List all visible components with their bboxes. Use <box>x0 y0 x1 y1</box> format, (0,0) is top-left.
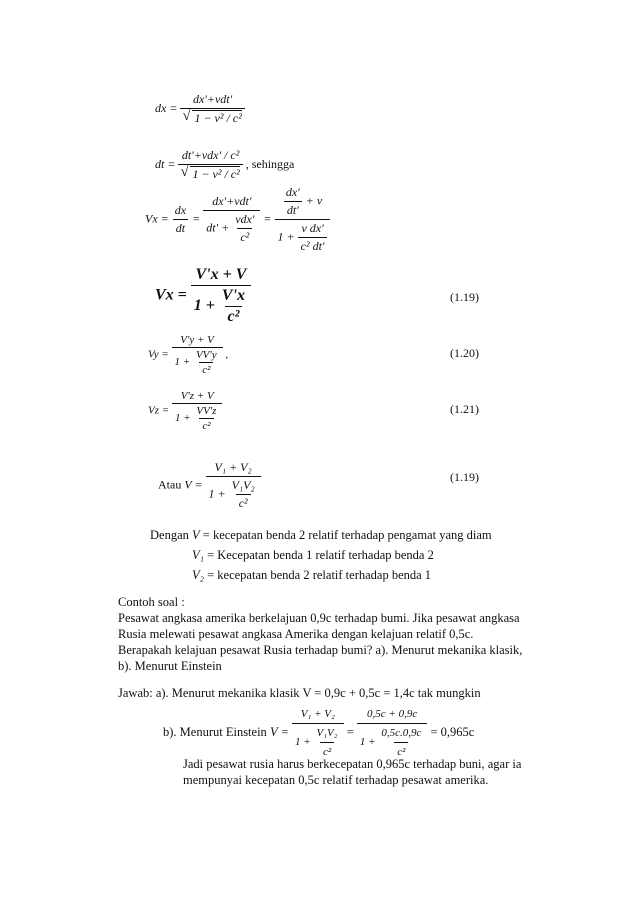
eq-vx-f1-den: dt <box>173 219 188 236</box>
answer-b-f2-den-b-den: c² <box>394 742 408 760</box>
eq-vx-f2-den <box>203 210 260 245</box>
eq-vx-f2-num: dx'+vdt' <box>212 194 252 208</box>
eq-119b-fraction <box>206 460 261 511</box>
answer-b-f2-den <box>357 723 427 760</box>
equation-number-1-21: (1.21) <box>450 402 479 416</box>
eq-120-fraction <box>172 334 223 376</box>
answer-b-f2-den-fraction <box>378 725 424 760</box>
eq-119a-lhs: Vx = <box>155 286 187 304</box>
eq-121-den-fraction <box>193 405 219 432</box>
eq-120-tail: , <box>225 348 229 361</box>
eq-120-den <box>172 347 223 376</box>
eq-vx-f3-den <box>275 219 331 254</box>
answer-b-equals: = <box>346 724 354 739</box>
answer-b-result: = 0,965c <box>430 724 475 739</box>
eq-vx-equals-1: = <box>192 211 201 226</box>
eq-dx-fraction <box>180 92 244 126</box>
eq-vx-f2-den-a: dt' + <box>206 220 230 235</box>
equation-1-19-vx <box>155 266 251 326</box>
eq-121-den-a: 1 + <box>174 412 191 425</box>
eq-120-den-a: 1 + <box>174 356 191 369</box>
eq-120-den-fraction <box>193 349 220 376</box>
eq-vx-f3-num-a-den: dt' <box>284 201 302 218</box>
eq-dx-numerator: dx'+vdt' <box>192 92 233 106</box>
eq-119a-fraction <box>191 266 251 326</box>
answer-b-f1-num: V₁ + V₂ <box>300 708 335 720</box>
definition-text-v1: = Kecepatan benda 1 relatif terhadap benda 2 <box>207 548 434 562</box>
equation-dt <box>155 148 294 182</box>
eq-119a-den <box>191 285 251 326</box>
eq-119b-num: V₁ + V₂ <box>214 460 252 474</box>
answer-b-f1-den-b-den: c² <box>320 742 334 760</box>
eq-121-lhs: Vz = <box>148 404 170 417</box>
eq-119a-num: V'x + V <box>195 266 247 283</box>
eq-120-num: V'y + V <box>180 334 214 346</box>
example-line-3: Berapakah kelajuan pesawat Rusia terhadap bumi? a). Menurut mekanika klasik, <box>118 643 523 657</box>
definition-text-v2: = kecepatan benda 2 relatif terhadap benda 1 <box>207 568 432 582</box>
answer-conclusion-line-2: mempunyai kecepatan 0,5c relatif terhadap pesawat amerika. <box>183 773 489 787</box>
equation-number-1-19-a: (1.19) <box>450 290 479 304</box>
example-block <box>118 594 522 674</box>
answer-b-f2-num: 0,5c + 0,9c <box>367 708 418 720</box>
eq-dt-denominator: √ 1 − v² / c² <box>190 166 239 182</box>
eq-vx-f3-den-a: 1 + <box>277 229 295 244</box>
eq-121-den-b-num: VV'z <box>196 405 217 417</box>
definitions-intro: Dengan <box>150 528 189 542</box>
example-line-2: Rusia melewati pesawat angkasa Amerika dengan kelajuan relatif 0,5c. <box>118 627 474 641</box>
example-line-1: Pesawat angkasa amerika berkelajuan 0,9c terhadap bumi. Jika pesawat angkasa <box>118 611 520 625</box>
definition-row-v2 <box>150 567 492 583</box>
eq-119b-den-b-num: V₁V₂ <box>231 478 255 492</box>
answer-b-label: b). Menurut Einstein <box>163 724 267 739</box>
equation-number-1-19-b: (1.19) <box>450 470 479 484</box>
eq-119a-den-fraction <box>219 287 248 326</box>
eq-vx-f2-den-b-den: c² <box>237 228 252 245</box>
eq-vx-fraction-3 <box>275 185 331 254</box>
answer-b-f1-den <box>292 723 344 760</box>
eq-119b-den <box>206 476 261 511</box>
equation-1-20-vy <box>148 334 228 376</box>
answer-b-f2-den-b-num: 0,5c.0,9c <box>381 727 422 739</box>
answer-b-f2-den-a: 1 + <box>359 736 376 749</box>
eq-vx-f3-num-b: + v <box>305 193 323 208</box>
eq-vx-lhs: Vx = <box>145 211 169 226</box>
eq-dt-lhs: dt = <box>155 156 176 171</box>
answer-einstein-line <box>163 706 474 760</box>
equation-vx-expansion <box>145 185 330 254</box>
eq-vx-fraction-2 <box>203 194 260 245</box>
definition-text-v: = kecepatan benda 2 relatif terhadap pengamat yang diam <box>202 528 492 542</box>
eq-119a-den-b-num: V'x <box>221 287 246 304</box>
answer-b-f1-den-a: 1 + <box>295 736 311 749</box>
eq-vx-f3-den-b-den: c² dt' <box>298 237 328 254</box>
answer-b-f1-den-fraction <box>313 725 340 760</box>
answer-conclusion-line-1: Jadi pesawat rusia harus berkecepatan 0,965c terhadap buni, agar ia <box>183 757 522 771</box>
definition-row-v1 <box>150 547 492 563</box>
equation-dx <box>155 92 245 126</box>
eq-vx-fraction-1 <box>172 203 189 236</box>
answer-line-a: Jawab: a). Menurut mekanika klasik V = 0,9c + 0,5c = 1,4c tak mungkin <box>118 686 481 700</box>
eq-121-fraction <box>172 390 223 432</box>
eq-119b-den-b-den: c² <box>236 494 251 511</box>
answer-b-f1-den-b-num: V₁V₂ <box>316 727 338 739</box>
eq-121-num: V'z + V <box>180 390 214 402</box>
eq-vx-equals-2: = <box>263 211 272 226</box>
equation-1-21-vz <box>148 390 222 432</box>
eq-dx-denominator: √ 1 − v² / c² <box>192 110 241 126</box>
eq-119a-den-b-den: c² <box>225 306 243 326</box>
eq-vx-f3-den-fraction <box>298 221 328 254</box>
example-line-4: b). Menurut Einstein <box>118 659 222 673</box>
eq-vx-f2-den-fraction <box>232 212 257 245</box>
eq-vx-f3-den-b-num: v dx' <box>301 221 324 235</box>
equation-number-1-20: (1.20) <box>450 346 479 360</box>
eq-vx-f3-num-a-num: dx' <box>285 185 300 199</box>
eq-vx-f3-num-fraction <box>283 185 303 218</box>
eq-dx-lhs: dx = <box>155 100 178 115</box>
eq-vx-f3-num <box>280 185 325 219</box>
eq-120-den-b-num: VV'y <box>195 349 217 361</box>
answer-b-fraction-1 <box>292 706 344 760</box>
eq-119a-den-a: 1 + <box>193 297 215 315</box>
eq-121-den <box>172 403 223 432</box>
eq-dt-fraction <box>178 148 242 182</box>
definition-symbol-v2: V₂ <box>192 568 204 582</box>
equation-1-19-atau <box>158 460 261 511</box>
answer-b-lhs: V = <box>269 724 289 739</box>
eq-119b-den-fraction <box>229 478 258 511</box>
eq-dt-numerator: dt'+vdx' / c² <box>181 148 240 162</box>
definitions-block <box>150 527 492 583</box>
definition-symbol-v1: V₁ <box>192 548 204 562</box>
eq-119b-lhs: V = <box>184 477 203 492</box>
eq-119b-den-a: 1 + <box>208 486 226 501</box>
eq-vx-f1-num: dx <box>174 203 187 217</box>
definition-row-v <box>150 527 492 543</box>
answer-conclusion <box>183 756 521 788</box>
eq-119b-prefix: Atau <box>158 477 182 492</box>
eq-dt-tail: , sehingga <box>245 156 295 171</box>
eq-120-den-b-den: c² <box>199 362 213 376</box>
example-heading: Contoh soal : <box>118 595 185 609</box>
answer-b-fraction-2 <box>357 706 427 760</box>
eq-vx-f2-den-b-num: vdx' <box>235 212 255 226</box>
eq-121-den-b-den: c² <box>199 418 213 432</box>
definition-symbol-v: V <box>192 528 200 542</box>
eq-120-lhs: Vy = <box>148 348 169 361</box>
